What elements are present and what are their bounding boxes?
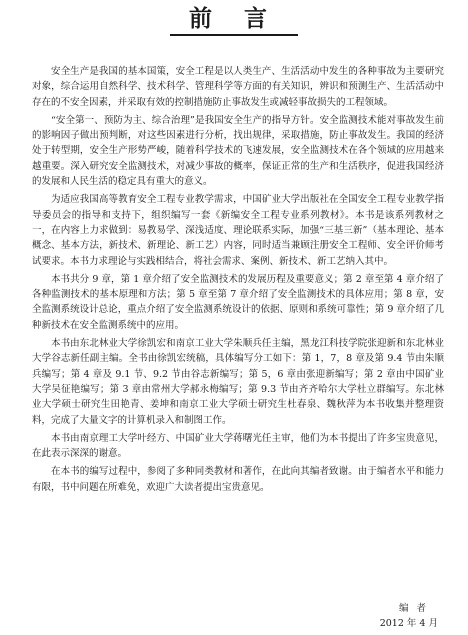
signature-date: 2012 年 4 月 bbox=[379, 618, 438, 629]
signature-author: 编者 bbox=[398, 603, 434, 614]
paragraph: 安全生产是我国的基本国策，安全工程是以人类生产、生活活动中发生的各种事故为主要研究对象，综合运用自然科学、技术科学、管理科学等方面的有关知识，辨识和预测生产、生活活动中存在的不安全因素，并采取有效的控制措施防止事故发生或减轻事故损失的工程领域。 bbox=[32, 66, 444, 108]
paragraph: 本书共分 9 章，第 1 章介绍了安全监测技术的发展历程及重要意义；第 2 章至第 4 章介绍了各种监测技术的基本原理和方法；第 5 章至第 7 章介绍了安全监测技术的具体应用；第 8 章，安全监测系统设计总论，重点介绍了安全监测系统设计的依据、原则和系统可靠性；第 9 章介绍了几种新技术在安全监测系统中的应用。 bbox=[32, 273, 444, 331]
title-underline bbox=[170, 34, 298, 36]
page-title: 前 言 bbox=[188, 6, 279, 32]
paragraph: 为适应我国高等教育安全工程专业教学需求，中国矿业大学出版社在全国安全工程专业教学指导委员会的指导和支持下，组织编写一套《新编安全工程专业系列教材》。本书是该系列教材之一，在内容上力求做到：易教易学、深浅适度、理论联系实际，加强“三基三新”（基本理论、基本概念、基本方法，新技术、新理论、新工艺）内容，同时适当兼顾注册安全工程师、安全评价师考试要求。本书力求理论与实践相结合，将社会需求、案例、新技术、新工艺纳入其中。 bbox=[32, 194, 444, 267]
paragraph: 在本书的编写过程中，参阅了多种同类教材和著作，在此向其编者致谢。由于编者水平和能力有限，书中问题在所难免，欢迎广大读者提出宝贵意见。 bbox=[32, 466, 444, 493]
preface-body bbox=[32, 64, 444, 498]
signature-block bbox=[380, 601, 438, 631]
paragraph: “安全第一、预防为主、综合治理”是我国安全生产的指导方针。安全监测技术能对事故发生前的影响因子做出预判断，对这些因素进行分析，找出规律，采取措施，防止事故发生。我国的经济处于转型期，安全生产形势严峻，随着科学技术的飞速发展，安全监测技术在各个领域的应用越来越重要。深入研究安全监测技术，对减少事故的概率，保证正常的生产和生活秩序，促进我国经济的发展和人民生活的稳定具有重大的意义。 bbox=[32, 114, 444, 188]
paragraph: 本书由南京理工大学叶经方、中国矿业大学蒋曙光任主审，他们为本书提出了许多宝贵意见，在此表示深深的谢意。 bbox=[32, 432, 444, 460]
paragraph: 本书由东北林业大学徐凯宏和南京工业大学朱顺兵任主编，黑龙江科技学院张迎新和东北林业大学谷志新任副主编。全书由徐凯宏统稿，具体编写分工如下：第 1，7，8 章及第 9.4 节由朱顺兵编写；第 4 章及 9.1 节、9.2 节由谷志新编写；第 5，6 章由张迎新编写；第 2 章由中国矿业大学吴征艳编写；第 3 章由常州大学郝永梅编写；第 9.3 节由齐齐哈尔大学杜立群编写。东北林业大学硕士研究生田艳青、姜坤和南京工业大学硕士研究生杜春泉、魏秋萍为本书收集并整理资料，完成了大量文字的计算机录入和制图工作。 bbox=[32, 338, 444, 426]
